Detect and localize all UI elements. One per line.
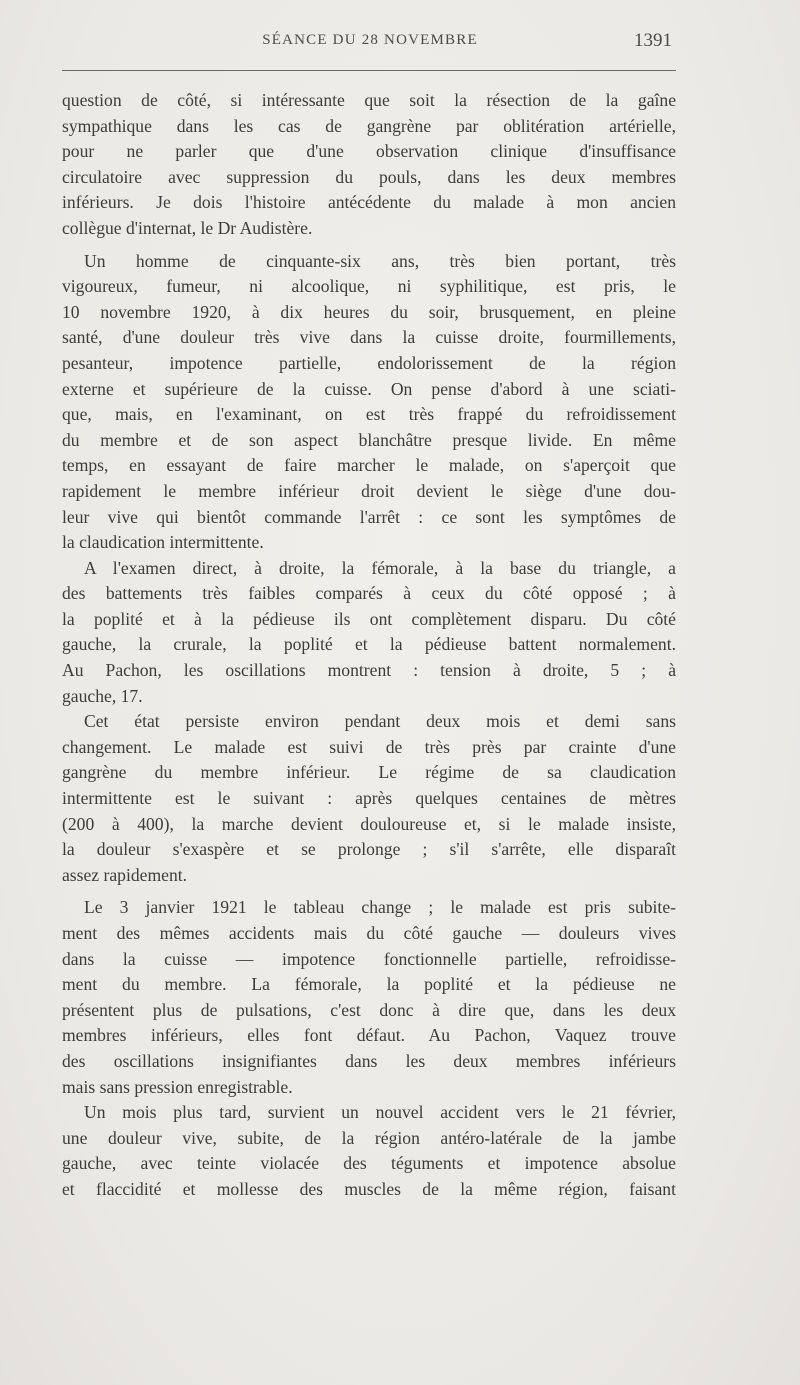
text-line: la poplité et à la pédieuse ils ont complètement disparu. Du côté bbox=[62, 608, 676, 629]
text-line: intermittente est le suivant : après quelques centaines de mètres bbox=[62, 788, 676, 809]
text-line: A l'examen direct, à droite, la fémorale, à la base du triangle, a bbox=[84, 557, 676, 578]
text-line: Au Pachon, les oscillations montrent : tension à droite, 5 ; à bbox=[62, 660, 676, 681]
text-line: question de côté, si intéressante que soit la résection de la gaîne bbox=[62, 90, 676, 110]
text-line: gauche, 17. bbox=[62, 685, 143, 706]
text-line: collègue d'internat, le Dr Audistère. bbox=[62, 217, 313, 238]
text-line: circulatoire avec suppression du pouls, dans les deux membres bbox=[62, 166, 676, 187]
text-line: rapidement le membre inférieur droit devient le siège d'une dou- bbox=[62, 480, 676, 501]
text-line: inférieurs. Je dois l'histoire antécédente du malade à mon ancien bbox=[62, 192, 676, 213]
text-line: pesanteur, impotence partielle, endolorissement de la région bbox=[62, 352, 676, 373]
paragraph bbox=[62, 556, 676, 710]
text-line: mais sans pression enregistrable. bbox=[62, 1076, 293, 1097]
text-line: que, mais, en l'examinant, on est très frappé du refroidissement bbox=[62, 404, 676, 425]
text-line: gauche, avec teinte violacée des téguments et impotence absolue bbox=[62, 1153, 676, 1174]
text-line: des oscillations insignifiantes dans les deux membres inférieurs bbox=[62, 1050, 676, 1071]
text-line: gauche, la crurale, la poplité et la pédieuse battent normalement. bbox=[62, 634, 676, 655]
text-line: ment des mêmes accidents mais du côté gauche — douleurs vives bbox=[62, 923, 676, 943]
text-line: vigoureux, fumeur, ni alcoolique, ni syphilitique, est pris, le bbox=[62, 276, 676, 297]
text-line: changement. Le malade est suivi de très près par crainte d'une bbox=[62, 736, 676, 757]
paragraph-gap bbox=[62, 242, 676, 249]
paragraph bbox=[62, 709, 676, 888]
text-line: gangrène du membre inférieur. Le régime de sa claudication bbox=[62, 762, 676, 783]
text-line: dans la cuisse — impotence fonctionnelle partielle, refroidisse- bbox=[62, 948, 676, 969]
text-line: leur vive qui bientôt commande l'arrêt : ce sont les symptômes de bbox=[62, 506, 676, 527]
text-line: ment du membre. La fémorale, la poplité et la pédieuse ne bbox=[62, 974, 676, 995]
text-line: du membre et de son aspect blanchâtre presque livide. En même bbox=[62, 429, 676, 450]
text-line: la douleur s'exaspère et se prolonge ; s'il s'arrête, elle disparaît bbox=[62, 839, 676, 860]
text-line: Un homme de cinquante-six ans, très bien portant, très bbox=[84, 250, 676, 271]
text-line: (200 à 400), la marche devient douloureuse et, si le malade insiste, bbox=[62, 813, 676, 834]
paragraph bbox=[62, 1100, 676, 1202]
text-line: Un mois plus tard, survient un nouvel accident vers le 21 février, bbox=[84, 1102, 676, 1123]
page-number: 1391 bbox=[634, 30, 672, 51]
text-line: 10 novembre 1920, à dix heures du soir, brusquement, en pleine bbox=[62, 301, 676, 322]
text-line: assez rapidement. bbox=[62, 864, 188, 885]
paragraph bbox=[62, 88, 676, 242]
text-line: externe et supérieure de la cuisse. On pense d'abord à une sciati- bbox=[62, 378, 676, 399]
paragraph bbox=[62, 249, 676, 556]
text-line: et flaccidité et mollesse des muscles de la même région, faisant bbox=[62, 1178, 676, 1199]
text-line: pour ne parler que d'une observation clinique d'insuffisance bbox=[62, 141, 676, 162]
text-line: des battements très faibles comparés à ceux du côté opposé ; à bbox=[62, 583, 676, 604]
text-line: membres inférieurs, elles font défaut. Au Pachon, Vaquez trouve bbox=[62, 1025, 676, 1046]
running-title: SÉANCE DU 28 NOVEMBRE bbox=[262, 32, 478, 48]
text-line: santé, d'une douleur très vive dans la cuisse droite, fourmillements, bbox=[62, 327, 676, 348]
body-text bbox=[62, 88, 676, 1203]
text-line: une douleur vive, subite, de la région antéro-latérale de la jambe bbox=[62, 1127, 676, 1148]
text-line: sympathique dans les cas de gangrène par oblitération artérielle, bbox=[62, 115, 676, 136]
paragraph bbox=[62, 895, 676, 1100]
text-line: Le 3 janvier 1921 le tableau change ; le malade est pris subite- bbox=[84, 897, 676, 918]
page-header bbox=[62, 28, 678, 58]
header-rule bbox=[62, 70, 676, 71]
paragraph-gap bbox=[62, 888, 676, 895]
text-line: la claudication intermittente. bbox=[62, 532, 264, 553]
text-line: présentent plus de pulsations, c'est donc à dire que, dans les deux bbox=[62, 999, 676, 1020]
text-line: temps, en essayant de faire marcher le malade, on s'aperçoit que bbox=[62, 455, 676, 476]
text-line: Cet état persiste environ pendant deux mois et demi sans bbox=[84, 711, 676, 732]
